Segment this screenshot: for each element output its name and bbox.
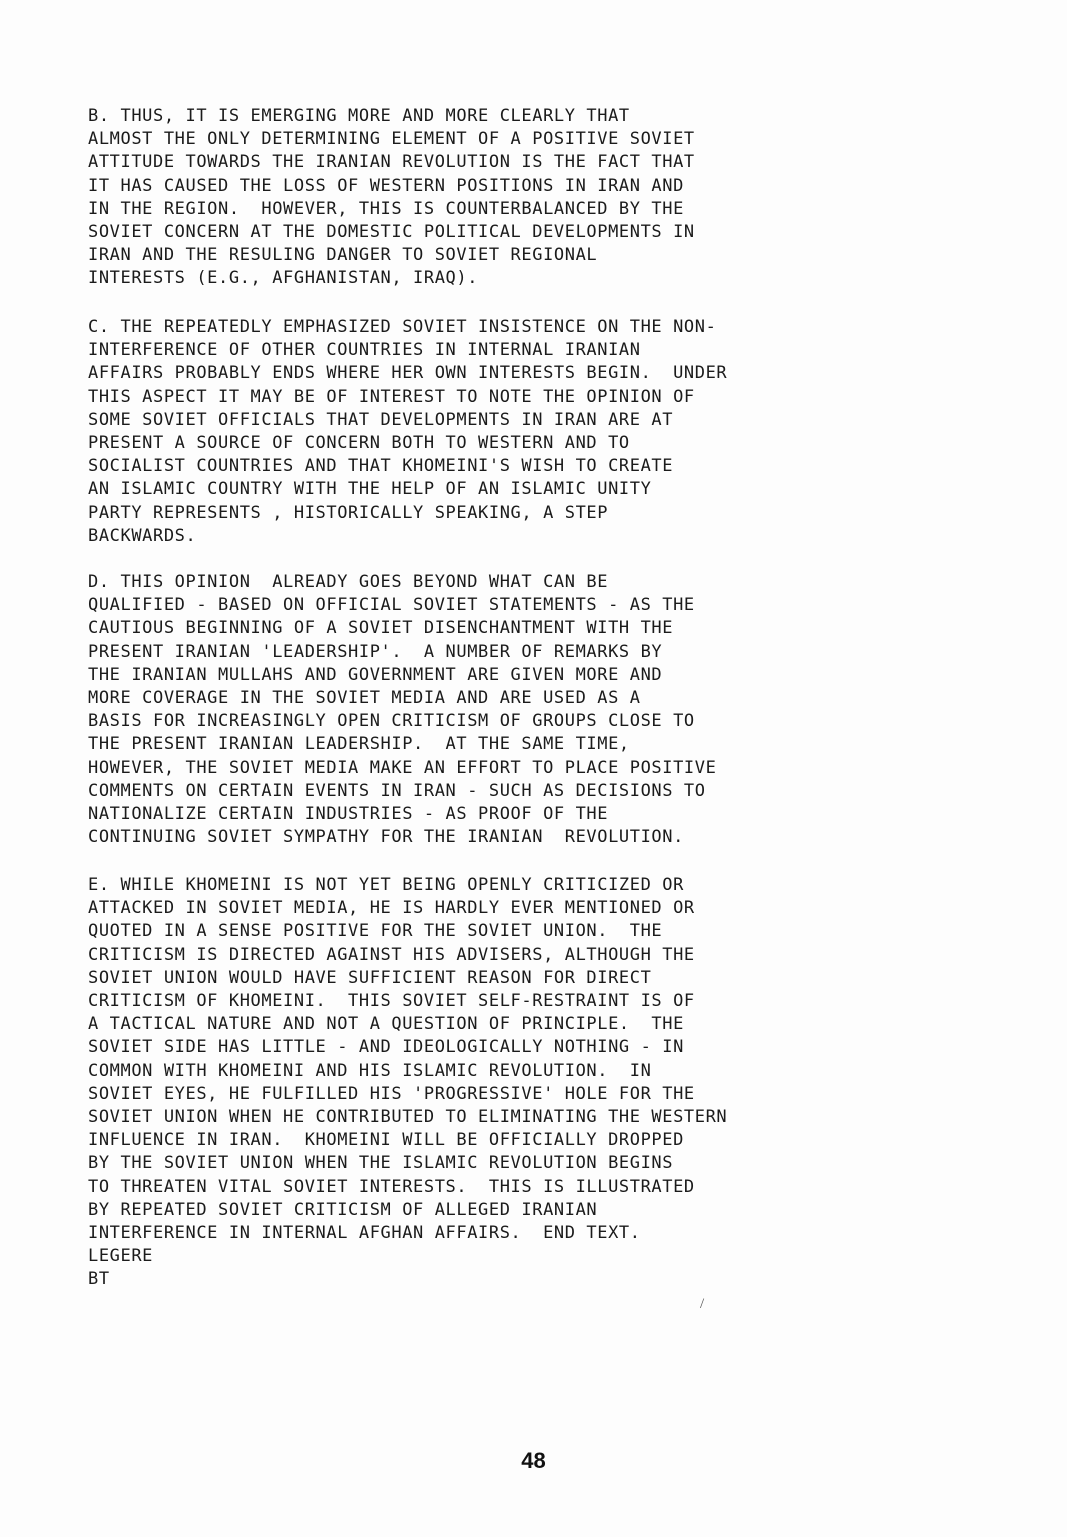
- paragraph-e: E. WHILE KHOMEINI IS NOT YET BEING OPENLY CRITICIZED OR ATTACKED IN SOVIET MEDIA, HE IS HARDLY EVER MENTIONED OR QUOTED IN A SENSE POSITIVE FOR THE SOVIET UNION. THE CRITICISM IS DIRECTED AGAINST HIS ADVISERS, ALTHOUGH THE SOVIET UNION WOULD HAVE SUFFICIENT REASON FOR DIRECT CRITICISM OF KHOMEINI. THIS SOVIET SELF-RESTRAINT IS OF A TACTICAL NATURE AND NOT A QUESTION OF PRINCIPLE. THE SOVIET SIDE HAS LITTLE - AND IDEOLOGICALLY NOTHING - IN COMMON WITH KHOMEINI AND HIS ISLAMIC REVOLUTION. IN SOVIET EYES, HE FULFILLED HIS 'PROGRESSIVE' HOLE FOR THE SOVIET UNION WHEN HE CONTRIBUTED TO ELIMINATING THE WESTERN INFLUENCE IN IRAN. KHOMEINI WILL BE OFFICIALLY DROPPED BY THE SOVIET UNION WHEN THE ISLAMIC REVOLUTION BEGINS TO THREATEN VITAL SOVIET INTERESTS. THIS IS ILLUSTRATED BY REPEATED SOVIET CRITICISM OF ALLEGED IRANIAN INTERFERENCE IN INTERNAL AFGHAN AFFAIRS. END TEXT. LEGERE BT: [88, 875, 728, 1290]
- paragraph-d: D. THIS OPINION ALREADY GOES BEYOND WHAT CAN BE QUALIFIED - BASED ON OFFICIAL SOVIET STATEMENTS - AS THE CAUTIOUS BEGINNING OF A SOVIET DISENCHANTMENT WITH THE PRESENT IRANIAN 'LEADERSHIP'. A NUMBER OF REMARKS BY THE IRANIAN MULLAHS AND GOVERNMENT ARE GIVEN MORE AND MORE COVERAGE IN THE SOVIET MEDIA AND ARE USED AS A BASIS FOR INCREASINGLY OPEN CRITICISM OF GROUPS CLOSE TO THE PRESENT IRANIAN LEADERSHIP. AT THE SAME TIME, HOWEVER, THE SOVIET MEDIA MAKE AN EFFORT TO PLACE POSITIVE COMMENTS ON CERTAIN EVENTS IN IRAN - SUCH AS DECISIONS TO NATIONALIZE CERTAIN INDUSTRIES - AS PROOF OF THE CONTINUING SOVIET SYMPATHY FOR THE IRANIAN REVOLUTION.: [88, 572, 717, 848]
- page-number: 48: [521, 1448, 546, 1473]
- stray-pen-mark: /: [700, 1296, 705, 1312]
- paragraph-b: B. THUS, IT IS EMERGING MORE AND MORE CLEARLY THAT ALMOST THE ONLY DETERMINING ELEMENT OF A POSITIVE SOVIET ATTITUDE TOWARDS THE IRANIAN REVOLUTION IS THE FACT THAT IT HAS CAUSED THE LOSS OF WESTERN POSITIONS IN IRAN AND IN THE REGION. HOWEVER, THIS IS COUNTERBALANCED BY THE SOVIET CONCERN AT THE DOMESTIC POLITICAL DEVELOPMENTS IN IRAN AND THE RESULING DANGER TO SOVIET REGIONAL INTERESTS (E.G., AFGHANISTAN, IRAQ).: [88, 106, 695, 289]
- paragraph-c: C. THE REPEATEDLY EMPHASIZED SOVIET INSISTENCE ON THE NON- INTERFERENCE OF OTHER COUNTRIES IN INTERNAL IRANIAN AFFAIRS PROBABLY ENDS WHERE HER OWN INTERESTS BEGIN. UNDER THIS ASPECT IT MAY BE OF INTEREST TO NOTE THE OPINION OF SOME SOVIET OFFICIALS THAT DEVELOPMENTS IN IRAN ARE AT PRESENT A SOURCE OF CONCERN BOTH TO WESTERN AND TO SOCIALIST COUNTRIES AND THAT KHOMEINI'S WISH TO CREATE AN ISLAMIC COUNTRY WITH THE HELP OF AN ISLAMIC UNITY PARTY REPRESENTS , HISTORICALLY SPEAKING, A STEP BACKWARDS.: [88, 317, 728, 546]
